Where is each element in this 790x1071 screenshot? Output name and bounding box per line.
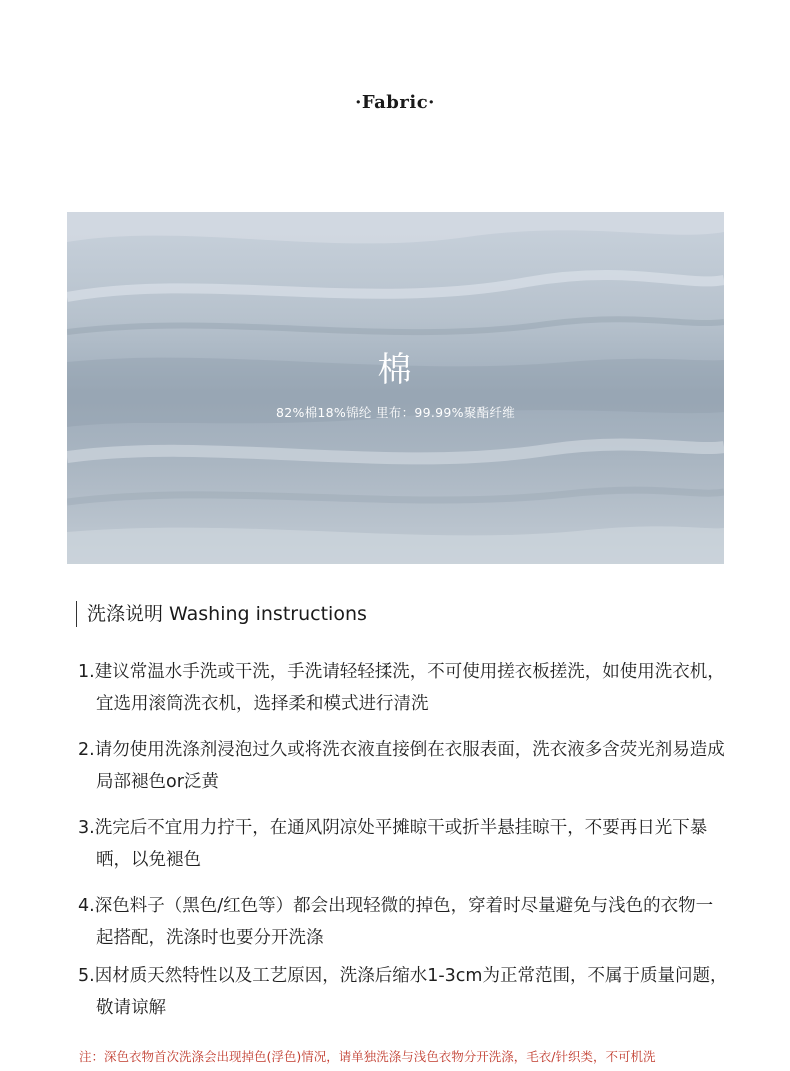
washing-instructions-heading: 洗涤说明 Washing instructions (76, 601, 367, 627)
washing-instruction-item: 3.洗完后不宜用力拧干，在通风阴凉处平摊晾干或折半悬挂晾干，不要再日光下暴晒，以免褪色 (78, 818, 708, 870)
washing-instructions-list (78, 656, 728, 1038)
section-label: ·Fabric· (355, 92, 435, 113)
fabric-name: 棉 (377, 350, 414, 390)
fabric-photo (67, 212, 724, 564)
washing-instruction-item: 1.建议常温水手洗或干洗，手洗请轻轻揉洗，不可使用搓衣板搓洗，如使用洗衣机，宜选用滚筒洗衣机，选择柔和模式进行清洗 (78, 662, 725, 714)
fabric-composition: 82%棉18%锦纶 里布：99.99%聚酯纤维 (275, 405, 516, 420)
washing-instruction-item: 4.深色料子（黑色/红色等）都会出现轻微的掉色，穿着时尽量避免与浅色的衣物一起搭配，洗涤时也要分开洗涤 (78, 896, 714, 948)
washing-note: 注：深色衣物首次洗涤会出现掉色(浮色)情况，请单独洗涤与浅色衣物分开洗涤，毛衣/针织类，不可机洗 (79, 1049, 656, 1064)
washing-instruction-item: 2.请勿使用洗涤剂浸泡过久或将洗衣液直接倒在衣服表面，洗衣液多含荧光剂易造成局部褪色or泛黄 (78, 740, 725, 792)
washing-instruction-item: 5.因材质天然特性以及工艺原因，洗涤后缩水1-3cm为正常范围，不属于质量问题，敬请谅解 (78, 966, 728, 1018)
